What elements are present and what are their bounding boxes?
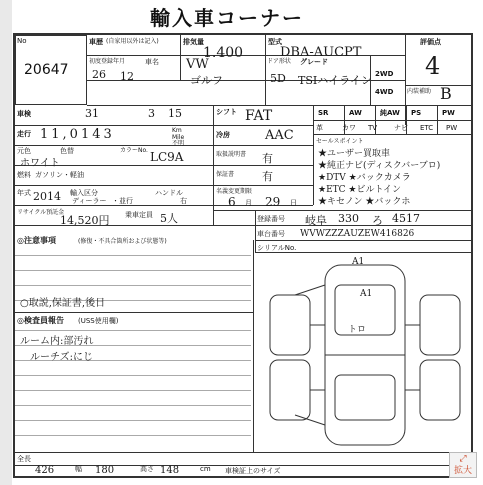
model-value: DBA-AUCPT <box>280 45 362 60</box>
color-label-original: 元色 <box>17 147 31 155</box>
color-code: LC9A <box>150 150 184 164</box>
first-reg-month: 12 <box>120 70 134 83</box>
plate-office: 岐阜 <box>305 214 327 227</box>
dealer-value: ディーラー <box>72 197 107 205</box>
sales-point: ★純正ナビ(ディスクバーブロ) <box>318 161 441 171</box>
zoom-button[interactable] <box>449 452 477 478</box>
inspection-year: 31 <box>85 107 99 120</box>
vin-label: 車台番号 <box>257 230 285 238</box>
ac-label: 冷房 <box>216 131 230 139</box>
option-3: PS <box>411 109 422 117</box>
drive-4wd: 4WD <box>375 88 394 96</box>
seats-value: 5人 <box>160 212 178 225</box>
dims-unit: cm <box>200 465 211 473</box>
height-label: 高さ <box>140 465 154 473</box>
car-mark-front: A1 <box>352 257 365 267</box>
sheet-title: 輸入車コーナー <box>150 6 304 30</box>
inspection-day: 15 <box>168 107 182 120</box>
handle-value: 右 <box>180 197 187 205</box>
inspector-line-2: ルーチズ:にじ <box>30 352 93 363</box>
model-label: 型式 <box>268 38 282 46</box>
sales-point: ★ETC ★ビルトイン <box>318 185 402 195</box>
displacement-value: 1.400 <box>203 45 244 61</box>
drive-2wd: 2WD <box>375 70 394 78</box>
model-year-label: 年式 <box>17 189 31 197</box>
option-0: SR <box>318 109 329 117</box>
car-diagram <box>265 255 465 455</box>
sales-point: ★DTV ★バックカメラ <box>318 173 411 183</box>
recycle-value: 14,520円 <box>60 214 110 227</box>
color-value: ホワイト <box>20 158 60 169</box>
odometer-unit-km: Km <box>172 127 182 134</box>
name-label: 車名 <box>145 58 159 66</box>
option2-4: ETC <box>420 124 434 132</box>
seats-label: 乗車定員 <box>125 211 153 219</box>
option2-5: PW <box>446 124 458 132</box>
grade-label: グレード <box>300 58 328 66</box>
maker-label: 車歴 <box>89 38 103 46</box>
car-mark-hood: A1 <box>360 289 373 299</box>
rating-value: 4 <box>425 52 441 80</box>
option2-0: 革 <box>316 124 323 132</box>
notes-sub: (修復・不具合箇所および状態等) <box>78 238 167 245</box>
color-label-changed: 色替 <box>60 147 74 155</box>
option-4: PW <box>442 109 455 117</box>
odometer-value: 11,0143 <box>40 127 115 142</box>
maker-value: VW <box>186 57 209 72</box>
sales-point: ★キセノン ★バックホ <box>318 197 411 207</box>
odometer-unit-mile: Mile <box>172 134 185 141</box>
car-mark-roof: トロ <box>348 325 367 335</box>
dims-note: 車検証上のサイズ <box>225 467 281 475</box>
plate-kana: ろ <box>372 214 383 227</box>
shift-value: FAT <box>245 108 273 124</box>
interior-label: 内装補助 <box>407 88 432 95</box>
interior-value: B <box>440 84 452 103</box>
handle-label: ハンドル <box>155 189 183 197</box>
color-code-label: カラーNo. <box>120 147 148 154</box>
grade-value: TSIハイライン <box>298 74 372 87</box>
option2-1: カワ <box>342 124 356 132</box>
height-value: 148 <box>160 465 180 476</box>
plate-label: 登録番号 <box>257 215 285 223</box>
name-change-label: 名義変更期限 <box>216 188 253 195</box>
width-label: 幅 <box>75 465 82 473</box>
plate-number: 4517 <box>392 212 420 225</box>
name-change-day-unit: 日 <box>290 199 297 207</box>
width-value: 180 <box>95 465 115 476</box>
notes-label: ◎注意事項 <box>17 236 56 245</box>
option-1: AW <box>349 109 362 117</box>
shift-label: シフト <box>216 108 237 116</box>
import-label: 輸入区分 <box>70 189 98 197</box>
length-label: 全長 <box>17 455 31 463</box>
lot-number: 20647 <box>24 62 69 78</box>
name-change-month: 6 <box>228 195 236 209</box>
sales-point: ★ユーザー買取車 <box>318 149 391 159</box>
recycle-label: リサイクル預託金 <box>17 209 65 216</box>
option2-2: TV <box>368 124 378 132</box>
fuel-value: ガソリン・軽油 <box>35 171 84 179</box>
name-change-day: 29 <box>265 195 281 209</box>
inspection-label: 車検 <box>17 110 31 118</box>
model-year-value: 2014 <box>33 190 61 203</box>
displacement-label: 排気量 <box>183 38 204 46</box>
warranty-label: 保証書 <box>216 171 235 178</box>
odometer-label: 走行 <box>17 130 31 138</box>
inspector-tag: (USS使用欄) <box>78 317 119 325</box>
manual-value: 有 <box>262 152 273 165</box>
ac-value: AAC <box>265 128 294 143</box>
car-name: ゴルフ <box>190 74 223 87</box>
zoom-label: 拡大 <box>453 466 472 476</box>
warranty-value: 有 <box>262 170 273 183</box>
doors-label: ドア形状 <box>267 58 291 65</box>
notes-text: ○取説,保証書,後日 <box>20 298 106 309</box>
first-reg-label: 初度登録年月 <box>89 58 126 65</box>
vin-value: WVWZZZAUZEW416826 <box>300 229 415 239</box>
inspection-month: 3 <box>148 107 155 120</box>
name-change-month-unit: 月 <box>245 199 252 207</box>
option2-3: ナビ <box>394 124 408 132</box>
fuel-label: 燃料 <box>17 171 31 179</box>
rating-label: 評価点 <box>420 38 441 46</box>
maker-note: (自家用以外は記入) <box>106 38 159 45</box>
lot-label: No <box>17 37 27 45</box>
option-2: 純AW <box>380 109 400 117</box>
inspector-label: ◎検査員報告 <box>17 316 64 325</box>
manual-label: 取扱説明書 <box>216 151 247 158</box>
dealer-suffix: ・並行 <box>112 197 133 205</box>
doors-value: 5D <box>270 72 286 85</box>
first-reg-era: 26 <box>92 68 106 81</box>
left-gutter <box>0 0 12 485</box>
length-value: 426 <box>35 465 55 476</box>
odometer-unit-unknown: 不明 <box>172 140 185 147</box>
inspector-line-1: ルーム内:部汚れ <box>20 336 94 347</box>
sales-points-label: セールスポイント <box>316 138 364 145</box>
zoom-icon: ⤢ <box>459 454 467 464</box>
plate-class: 330 <box>338 212 359 225</box>
serial-label: シリアルNo. <box>257 244 297 252</box>
